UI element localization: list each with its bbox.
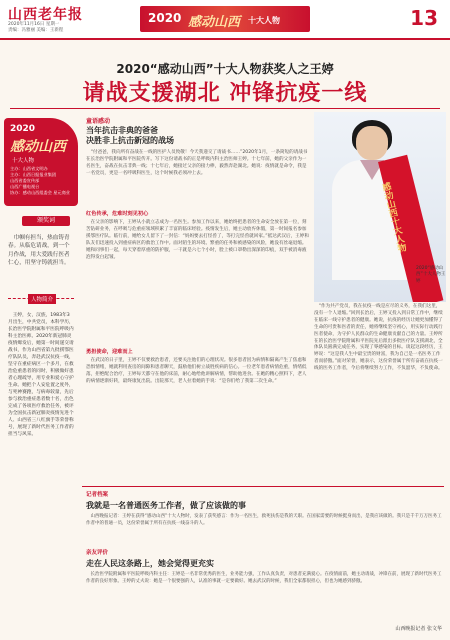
main-article: [82, 112, 312, 484]
section-banner: [140, 6, 310, 32]
page-title: 请战支援湖北 冲锋抗疫一线: [82, 81, 368, 106]
award-speech-text: 巾帼有担当，热血铸青春。从临危请战，到一个月作战，用大爱践行医者仁心，用坚守铸就担当。: [8, 235, 70, 267]
reporter-file-tag: 记者档案: [86, 492, 109, 498]
reporter-file-text: 山西晚报记者：王婷在获得“感动山西”十大人物时，发表了获奖感言：作为一名医生，救死扶伤是我的天职。在国家需要的时候挺身而出，是我应该做的。我只是千千万万医务工作者中的普通一员，这份荣誉属于所有在抗疫一线奋斗的人。: [86, 514, 442, 526]
masthead-editors: 责编：冯雅丽 美编：王新程: [8, 28, 64, 33]
newspaper-logo: 山西老年报: [8, 7, 83, 23]
article-subsection-title: 红色传承，危难时刻见初心: [86, 211, 149, 217]
bottom-section: [82, 486, 444, 636]
badge-script: 感动山西: [10, 139, 66, 155]
organizer-line: 山西省委宣传部: [10, 178, 40, 183]
organizer-line: 主办：山西日报报业集团: [10, 172, 57, 177]
article-subsection-title: 勇担使命，迎难而上: [86, 349, 133, 355]
masthead: [0, 0, 450, 40]
organizer-list: [10, 166, 74, 196]
photo-caption: 2020“感动山西”十大人物王婷: [416, 266, 446, 284]
article-section-tag: 童语感动: [86, 118, 111, 125]
headline-kicker: 2020“感动山西”十大人物获奖人之王婷: [116, 62, 334, 76]
page-number: 13: [410, 6, 438, 30]
headline-divider: [10, 108, 440, 109]
family-comments-tag: 亲友评价: [86, 550, 109, 556]
reporter-byline: 山西晚报记者 张文华: [395, 626, 442, 632]
organizer-line: 山西广播电视台: [10, 184, 40, 189]
left-column: [0, 112, 80, 542]
family-comments-headline: 走在人民这条路上，她会觉得更充实: [86, 559, 214, 568]
family-comments-text: 长治医学院附属和平医院呼吸内科主任：王婷是一名非常优秀的医生，业务能力强，工作认真负责，对患者充满爱心。在疫情面前，她主动请战，冲锋在前，展现了新时代医务工作者的良好形象。王婷的丈夫说：她是一个很要强的人，认准的事就一定要做好。她去武汉的时候，我们全家都很担心，但也为她感到骄傲。: [86, 572, 442, 584]
badge-tail: 十大人物: [12, 158, 35, 164]
award-speech-tag: 颁奖词: [22, 216, 70, 226]
profile-tag: 人物简介: [28, 294, 56, 304]
article-paragraph: 在武汉的日子里，王婷不仅要救治患者，还要关注他们的心理状况。很多患者因为病情和隔离产生了焦虑和恐惧情绪，她就利用查房的间隙和患者聊天，鼓励他们树立战胜疾病的信心。一位老年患者病情危重，情绪低落，拒绝配合治疗，王婷每天都守在他的床前，耐心地给他讲解病情，帮助他进食。在她的精心照料下，老人的病情逐渐好转，最终康复出院。出院那天，老人拉着她的手说：“是你们给了我第二次生命。”: [86, 358, 307, 384]
article-subheadline: 当年抗击非典的爸爸 决胜非上抗击新冠的战场: [86, 126, 174, 145]
event-badge: [4, 118, 78, 206]
organizer-line: 主办：山西省文明办: [10, 166, 48, 171]
banner-script: 感动山西: [188, 15, 241, 30]
article-paragraph: “付爸爸，我向所有奋战在一线的医护人员致敬！今天我递交了请战书……”2020年1月，一条简短的请战书在长治医学院附属和平医院传开。写下这份请战书的正是呼吸内科主治医师王婷。十七年前，她的父亲作为一名医生，奋战在抗击非典一线；十七年后，她接过父亲的接力棒，毅然奔赴湖北。她说：疫情就是命令，我是一名党员，更是一名呼吸科医生，这个时候我必须冲上去。: [86, 150, 308, 176]
banner-year: 2020: [148, 11, 182, 25]
masthead-info: [8, 22, 118, 34]
article-continuation: “作为共产党员，我在抗疫一线是应尽的义务，在我们这里，没有一个人退缩。”回到长治后，王婷又投入到日常工作中，继续在临床一线守护患者的健康。她说，抗疫的经历让她更加懂得了生命的可贵和医者的责任，她将继续坚守初心，用实际行动践行医者使命，为守护人民群众的生命健康贡献自己的力量。王婷所在的长治医学院附属和平医院先后派出多批医疗队支援湖北，全体队员圆满完成任务，实现了零感染的目标。谈起这段经历，王婷说：“这是我人生中最宝贵的财富，我为自己是一名医务工作者而骄傲。”面对荣誉，她表示，这份荣誉属于所有奋战在抗疫一线的医务工作者，今后将继续努力工作，不负韶华，不负使命。: [314, 304, 443, 372]
reporter-file-headline: 我就是一名普通医务工作者，做了应该做的事: [86, 501, 246, 510]
badge-year: 2020: [10, 124, 36, 134]
banner-tail: 十大人物: [248, 16, 280, 25]
masthead-date: 2020年11月16日 星期一: [8, 22, 60, 27]
sash-text: 感动山西十大人物: [379, 181, 407, 254]
profile-text: 王婷，女，汉族，1983年3月出生，中共党员，本科学历，长治医学院附属和平医院呼吸内科主治医师。2020年新冠肺炎疫情爆发后，她第一时间递交请战书，作为山西省第九批援鄂医疗队队员，奔赴武汉抗疫一线，坚守在重症病区一个多月，在救治危重患者的同时，积极做好患者心理疏导，用专业和爱心守护生命。她把个人安危置之度外，与死神赛跑，与病毒较量，先后参与救治重症患者数十名，出色完成了各项医疗救治任务，被评为全国抗击新冠肺炎疫情先进个人、山西省三八红旗手等荣誉称号，展现了新时代医务工作者的担当与风采。: [8, 313, 74, 437]
organizer-line: 协办：感动山西组委会 星元商业: [10, 190, 70, 195]
article-paragraph: 在父亲的影响下，王婷从小就立志成为一名医生。参加工作以来，她始终把患者的生命安全放在第一位，刻苦钻研业务，在呼吸与危重症领域积累了丰富的临床经验。疫情发生后，她主动放弃休假，第一时间报名参加援鄂医疗队。临行前，她给女儿留下了一封信：“妈妈要去打怪兽了，等打完怪兽就回家。”抵达武汉后，王婷和队友们迅速投入到重症病区的救治工作中。面对陌生的环境、繁重的任务和被感染的风险，她没有丝毫退缩。她和同事们一起，每天穿着厚重的防护服，一干就是六七个小时，脸上被口罩勒出深深的印痕，双手被消毒液泡得发白起皱。: [86, 220, 309, 260]
